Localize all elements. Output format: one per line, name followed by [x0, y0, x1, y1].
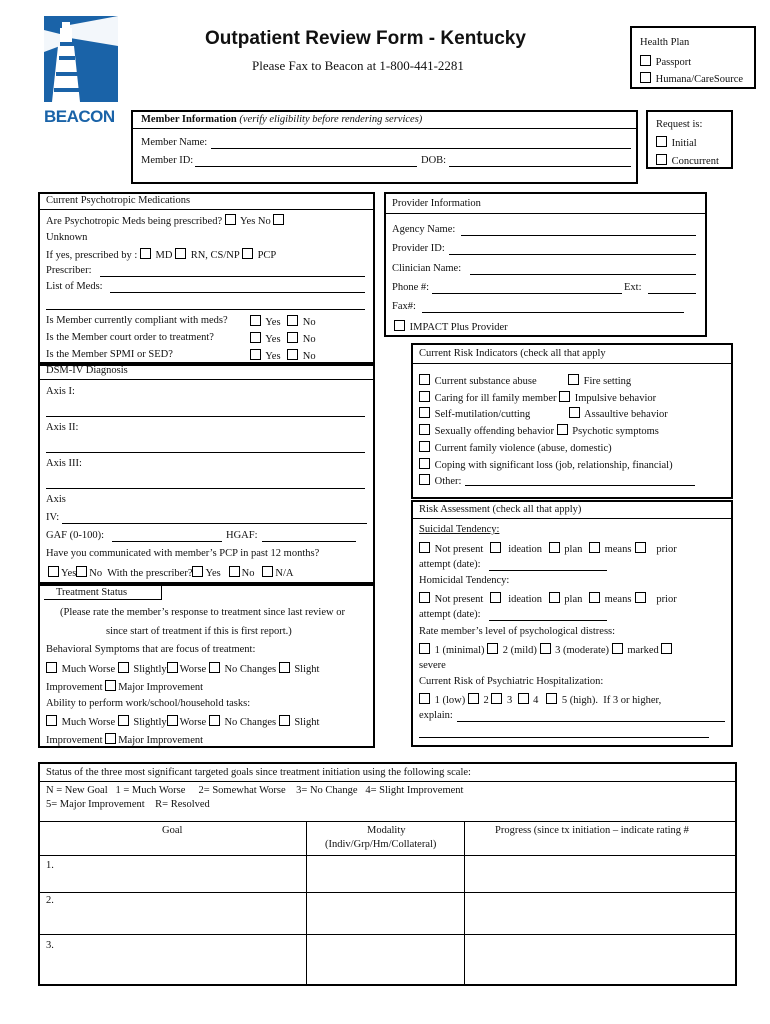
behav-worse-checkbox[interactable]: [167, 662, 178, 673]
axis1-label: Axis I:: [46, 386, 75, 397]
member-name-label: Member Name:: [141, 137, 208, 148]
with-prescriber-label: With the prescriber?: [107, 568, 193, 579]
prescriber-na-label: N/A: [275, 568, 294, 579]
sexual-label: Sexually offending behavior: [434, 426, 554, 437]
assessment-heading: Risk Assessment (check all that apply): [419, 504, 582, 515]
health-plan-label: Health Plan: [640, 37, 690, 48]
fax-instructions: Please Fax to Beacon at 1-800-441-2281: [252, 58, 464, 73]
violence-checkbox[interactable]: [419, 441, 430, 452]
ability-worse-checkbox[interactable]: [167, 715, 178, 726]
violence-label: Current family violence (abuse, domestic): [434, 443, 612, 454]
homicidal-plan-checkbox[interactable]: [549, 592, 560, 603]
rn-checkbox[interactable]: [175, 248, 186, 259]
agency-field[interactable]: [461, 235, 696, 236]
behav-slight-label: Slight: [294, 664, 320, 675]
compliant-yes-checkbox[interactable]: [250, 315, 261, 326]
ability-worse-label: Worse: [179, 717, 207, 728]
homicidal-prior-checkbox[interactable]: [635, 592, 646, 603]
psychotic-label: Psychotic symptoms: [572, 426, 659, 437]
suicidal-notpresent-label: Not present: [434, 544, 484, 555]
dsm-heading: DSM-IV Diagnosis: [46, 365, 128, 376]
suicidal-prior-label: prior: [656, 544, 677, 555]
ability-nochange-label: No Changes: [224, 717, 277, 728]
behav-nochange-label: No Changes: [224, 664, 277, 675]
suicidal-means-checkbox[interactable]: [589, 542, 600, 553]
behav-slightly-checkbox[interactable]: [118, 662, 129, 673]
court-question: Is the Member court order to treatment?: [46, 332, 214, 343]
meds-question: Are Psychotropic Meds being prescribed?: [46, 216, 223, 227]
homicidal-notpresent-label: Not present: [434, 594, 484, 605]
meds-yes-label: Yes: [240, 216, 256, 227]
ability-major-label: Major Improvement: [118, 735, 204, 746]
sexual-checkbox[interactable]: [419, 424, 430, 435]
axis3-field[interactable]: [46, 488, 365, 489]
axis4-label-b: IV:: [46, 512, 60, 523]
homicidal-label: Homicidal Tendency:: [419, 575, 510, 586]
explain-field[interactable]: [457, 721, 725, 722]
col-modality-sub: (Indiv/Grp/Hm/Collateral): [325, 839, 437, 850]
distress-2-checkbox[interactable]: [487, 643, 498, 654]
suicidal-label: Suicidal Tendency:: [419, 524, 500, 535]
distress-label: Rate member’s level of psychological distress:: [419, 626, 616, 637]
meds-yes-checkbox[interactable]: [225, 214, 236, 225]
provider-id-label: Provider ID:: [392, 243, 445, 254]
impact-label: IMPACT Plus Provider: [409, 322, 508, 333]
provider-heading: Provider Information: [392, 198, 481, 209]
col-progress: Progress (since tx initiation – indicate rating #: [495, 825, 689, 836]
goal-row-3: 3.: [46, 940, 54, 951]
goal-row-2: 2.: [46, 895, 54, 906]
hosp-1-checkbox[interactable]: [419, 693, 430, 704]
loss-checkbox[interactable]: [419, 458, 430, 469]
court-yes-checkbox[interactable]: [250, 332, 261, 343]
ability-slightly-label: Slightly: [133, 717, 167, 728]
axis1-field[interactable]: [46, 416, 365, 417]
request-box: [646, 110, 733, 169]
other-label: Other:: [434, 476, 462, 487]
behavioral-label: Behavioral Symptoms that are focus of treatment:: [46, 644, 256, 655]
ability-slight-checkbox[interactable]: [279, 715, 290, 726]
meds-no-label: No: [257, 216, 271, 227]
hosp-label: Current Risk of Psychiatric Hospitalization:: [419, 676, 604, 687]
hgaf-field[interactable]: [262, 541, 356, 542]
passport-checkbox[interactable]: [640, 55, 651, 66]
col-modality: Modality: [367, 825, 406, 836]
clinician-label: Clinician Name:: [392, 263, 462, 274]
homicidal-plan-label: plan: [564, 594, 583, 605]
caring-label: Caring for ill family member: [434, 393, 557, 404]
provider-id-field[interactable]: [449, 254, 696, 255]
treatment-instructions-2: since start of treatment if this is first report.): [106, 626, 292, 637]
suicidal-attempt-field[interactable]: [489, 570, 607, 571]
phone-label: Phone #:: [392, 282, 430, 293]
distress-5-checkbox[interactable]: [661, 643, 672, 654]
spmi-no-label: No: [302, 351, 316, 362]
homicidal-means-label: means: [604, 594, 632, 605]
compliant-no-checkbox[interactable]: [287, 315, 298, 326]
concurrent-checkbox[interactable]: [656, 154, 667, 165]
behav-major-checkbox[interactable]: [105, 680, 116, 691]
behav-improvement-label: Improvement: [46, 682, 103, 693]
risk-heading: Current Risk Indicators (check all that apply: [419, 348, 606, 359]
behav-slight-checkbox[interactable]: [279, 662, 290, 673]
impact-checkbox[interactable]: [394, 320, 405, 331]
prescriber-no-label: No: [241, 568, 255, 579]
health-plan-box: [630, 26, 756, 89]
caring-checkbox[interactable]: [419, 391, 430, 402]
humana-checkbox[interactable]: [640, 72, 651, 83]
treatment-box: [38, 584, 375, 748]
list-meds-label: List of Meds:: [46, 281, 103, 292]
court-no-label: No: [302, 334, 316, 345]
medications-box: [38, 192, 375, 366]
phone-field[interactable]: [432, 293, 622, 294]
impulsive-checkbox[interactable]: [559, 391, 570, 402]
substance-label: Current substance abuse: [434, 376, 537, 387]
pcp-no-checkbox[interactable]: [76, 566, 87, 577]
ability-improvement-label: Improvement: [46, 735, 103, 746]
goals-box: [38, 762, 737, 986]
concurrent-label: Concurrent: [671, 156, 719, 167]
member-name-field[interactable]: [211, 148, 631, 149]
pcp-label: PCP: [257, 250, 277, 261]
compliant-no-label: No: [302, 317, 316, 328]
assaultive-label: Assaultive behavior: [584, 409, 668, 420]
prescriber-label: Prescriber:: [46, 265, 92, 276]
ability-slightly-checkbox[interactable]: [118, 715, 129, 726]
request-label: Request is:: [656, 119, 703, 130]
initial-checkbox[interactable]: [656, 136, 667, 147]
beacon-logo: [44, 16, 118, 124]
court-no-checkbox[interactable]: [287, 332, 298, 343]
hosp-3-label: 3: [507, 695, 513, 706]
distress-4-checkbox[interactable]: [612, 643, 623, 654]
page-title: Outpatient Review Form - Kentucky: [205, 28, 526, 49]
distress-4-label: marked: [627, 645, 659, 656]
ability-much-worse-checkbox[interactable]: [46, 715, 57, 726]
prescriber-no-checkbox[interactable]: [229, 566, 240, 577]
axis2-field[interactable]: [46, 452, 365, 453]
fire-label: Fire setting: [583, 376, 632, 387]
meds-unknown-label: Unknown: [46, 232, 88, 243]
gaf-label: GAF (0-100):: [46, 530, 105, 541]
homicidal-ideation-label: ideation: [508, 594, 543, 605]
lighthouse-icon: [44, 16, 118, 102]
impulsive-label: Impulsive behavior: [574, 393, 657, 404]
list-meds-field[interactable]: [110, 292, 365, 293]
goal-row-1: 1.: [46, 860, 54, 871]
member-info-heading: Member Information: [141, 114, 237, 125]
ability-much-worse-label: Much Worse: [61, 717, 116, 728]
homicidal-attempt-label: attempt (date):: [419, 609, 481, 620]
hosp-5-checkbox[interactable]: [546, 693, 557, 704]
member-id-label: Member ID:: [141, 155, 194, 166]
col-goal: Goal: [162, 825, 183, 836]
provider-fax-label: Fax#:: [392, 301, 416, 312]
distress-1-label: 1 (minimal): [434, 645, 485, 656]
member-id-field[interactable]: [195, 166, 417, 167]
homicidal-attempt-field[interactable]: [489, 620, 607, 621]
ability-slight-label: Slight: [294, 717, 320, 728]
behav-much-worse-checkbox[interactable]: [46, 662, 57, 673]
rn-label: RN, CS/NP: [190, 250, 240, 261]
ext-field[interactable]: [648, 293, 696, 294]
prescriber-field[interactable]: [100, 276, 365, 277]
other-field[interactable]: [465, 485, 695, 486]
suicidal-prior-checkbox[interactable]: [635, 542, 646, 553]
compliant-yes-label: Yes: [265, 317, 281, 328]
behav-slightly-label: Slightly: [133, 664, 167, 675]
logo-wordmark: BEACON: [44, 107, 115, 126]
humana-label: Humana/CareSource: [655, 74, 744, 85]
distress-1-checkbox[interactable]: [419, 643, 430, 654]
homicidal-ideation-checkbox[interactable]: [490, 592, 501, 603]
loss-label: Coping with significant loss (job, relationship, financial): [434, 460, 673, 471]
passport-label: Passport: [655, 57, 692, 68]
distress-3-label: 3 (moderate): [555, 645, 610, 656]
distress-3-checkbox[interactable]: [540, 643, 551, 654]
pcp-yes-label: Yes: [61, 568, 77, 579]
pcp-yes-checkbox[interactable]: [48, 566, 59, 577]
suicidal-ideation-checkbox[interactable]: [490, 542, 501, 553]
pcp-no-label: No: [89, 568, 103, 579]
suicidal-attempt-label: attempt (date):: [419, 559, 481, 570]
goals-scale-1: N = New Goal 1 = Much Worse 2= Somewhat Worse 3= No Change 4= Slight Improvement: [46, 785, 464, 796]
hosp-4-label: 4: [533, 695, 539, 706]
goals-scale-2: 5= Major Improvement R= Resolved: [46, 799, 210, 810]
behav-major-label: Major Improvement: [118, 682, 204, 693]
spmi-no-checkbox[interactable]: [287, 349, 298, 360]
spmi-yes-label: Yes: [265, 351, 281, 362]
ability-label: Ability to perform work/school/household tasks:: [46, 698, 251, 709]
pcp-question: Have you communicated with member’s PCP in past 12 months?: [46, 548, 320, 559]
compliant-question: Is Member currently compliant with meds?: [46, 315, 228, 326]
hosp-2-label: 2: [483, 695, 489, 706]
risk-assessment-box: [411, 500, 733, 747]
ext-label: Ext:: [624, 282, 642, 293]
axis2-label: Axis II:: [46, 422, 79, 433]
treatment-instructions-1: (Please rate the member’s response to treatment since last review or: [60, 607, 345, 618]
ability-major-checkbox[interactable]: [105, 733, 116, 744]
goals-status: Status of the three most significant targeted goals since treatment initiation using the following scale:: [46, 767, 471, 778]
pcp-checkbox[interactable]: [242, 248, 253, 259]
psychotic-checkbox[interactable]: [557, 424, 568, 435]
suicidal-ideation-label: ideation: [508, 544, 543, 555]
suicidal-means-label: means: [604, 544, 632, 555]
suicidal-plan-label: plan: [564, 544, 583, 555]
behav-nochange-checkbox[interactable]: [209, 662, 220, 673]
prescriber-yes-checkbox[interactable]: [192, 566, 203, 577]
hgaf-label: HGAF:: [226, 530, 258, 541]
hosp-4-checkbox[interactable]: [518, 693, 529, 704]
spmi-yes-checkbox[interactable]: [250, 349, 261, 360]
agency-label: Agency Name:: [392, 224, 456, 235]
hosp-note: If 3 or higher,: [603, 695, 662, 706]
member-info-box: [131, 110, 638, 184]
suicidal-notpresent-checkbox[interactable]: [419, 542, 430, 553]
hosp-2-checkbox[interactable]: [468, 693, 479, 704]
dob-field[interactable]: [449, 166, 631, 167]
hosp-1-label: 1 (low): [434, 695, 466, 706]
ability-nochange-checkbox[interactable]: [209, 715, 220, 726]
explain-field-2[interactable]: [419, 737, 709, 738]
prescribed-by-label: If yes, prescribed by :: [46, 250, 138, 261]
assaultive-checkbox[interactable]: [569, 407, 580, 418]
hosp-3-checkbox[interactable]: [491, 693, 502, 704]
meds-no-checkbox[interactable]: [273, 214, 284, 225]
provider-box: [384, 192, 707, 337]
suicidal-plan-checkbox[interactable]: [549, 542, 560, 553]
court-yes-label: Yes: [265, 334, 281, 345]
member-info-note: (verify eligibility before rendering services): [239, 114, 423, 125]
behav-worse-label: Worse: [179, 664, 207, 675]
meds-heading: Current Psychotropic Medications: [46, 195, 191, 206]
homicidal-notpresent-checkbox[interactable]: [419, 592, 430, 603]
homicidal-means-checkbox[interactable]: [589, 592, 600, 603]
gaf-field[interactable]: [112, 541, 222, 542]
axis4-field[interactable]: [62, 523, 367, 524]
distress-severe-label: severe: [419, 660, 446, 671]
prescriber-yes-label: Yes: [205, 568, 221, 579]
clinician-field[interactable]: [470, 274, 696, 275]
risk-indicators-box: [411, 343, 733, 499]
distress-2-label: 2 (mild): [502, 645, 537, 656]
other-checkbox[interactable]: [419, 474, 430, 485]
dsm-box: [38, 362, 375, 584]
initial-label: Initial: [671, 138, 697, 149]
behav-much-worse-label: Much Worse: [61, 664, 116, 675]
selfmut-label: Self-mutilation/cutting: [434, 409, 531, 420]
hosp-5-label: 5 (high).: [561, 695, 599, 706]
substance-checkbox[interactable]: [419, 374, 430, 385]
md-label: MD: [155, 250, 173, 261]
prescriber-na-checkbox[interactable]: [262, 566, 273, 577]
fire-checkbox[interactable]: [568, 374, 579, 385]
axis3-label: Axis III:: [46, 458, 82, 469]
provider-fax-field[interactable]: [422, 312, 684, 313]
list-meds-field-2[interactable]: [46, 309, 365, 310]
spmi-question: Is the Member SPMI or SED?: [46, 349, 173, 360]
homicidal-prior-label: prior: [656, 594, 677, 605]
treatment-heading: Treatment Status: [56, 587, 128, 598]
explain-label: explain:: [419, 710, 453, 721]
axis4-label: Axis: [46, 494, 66, 505]
dob-label: DOB:: [421, 155, 447, 166]
selfmut-checkbox[interactable]: [419, 407, 430, 418]
md-checkbox[interactable]: [140, 248, 151, 259]
